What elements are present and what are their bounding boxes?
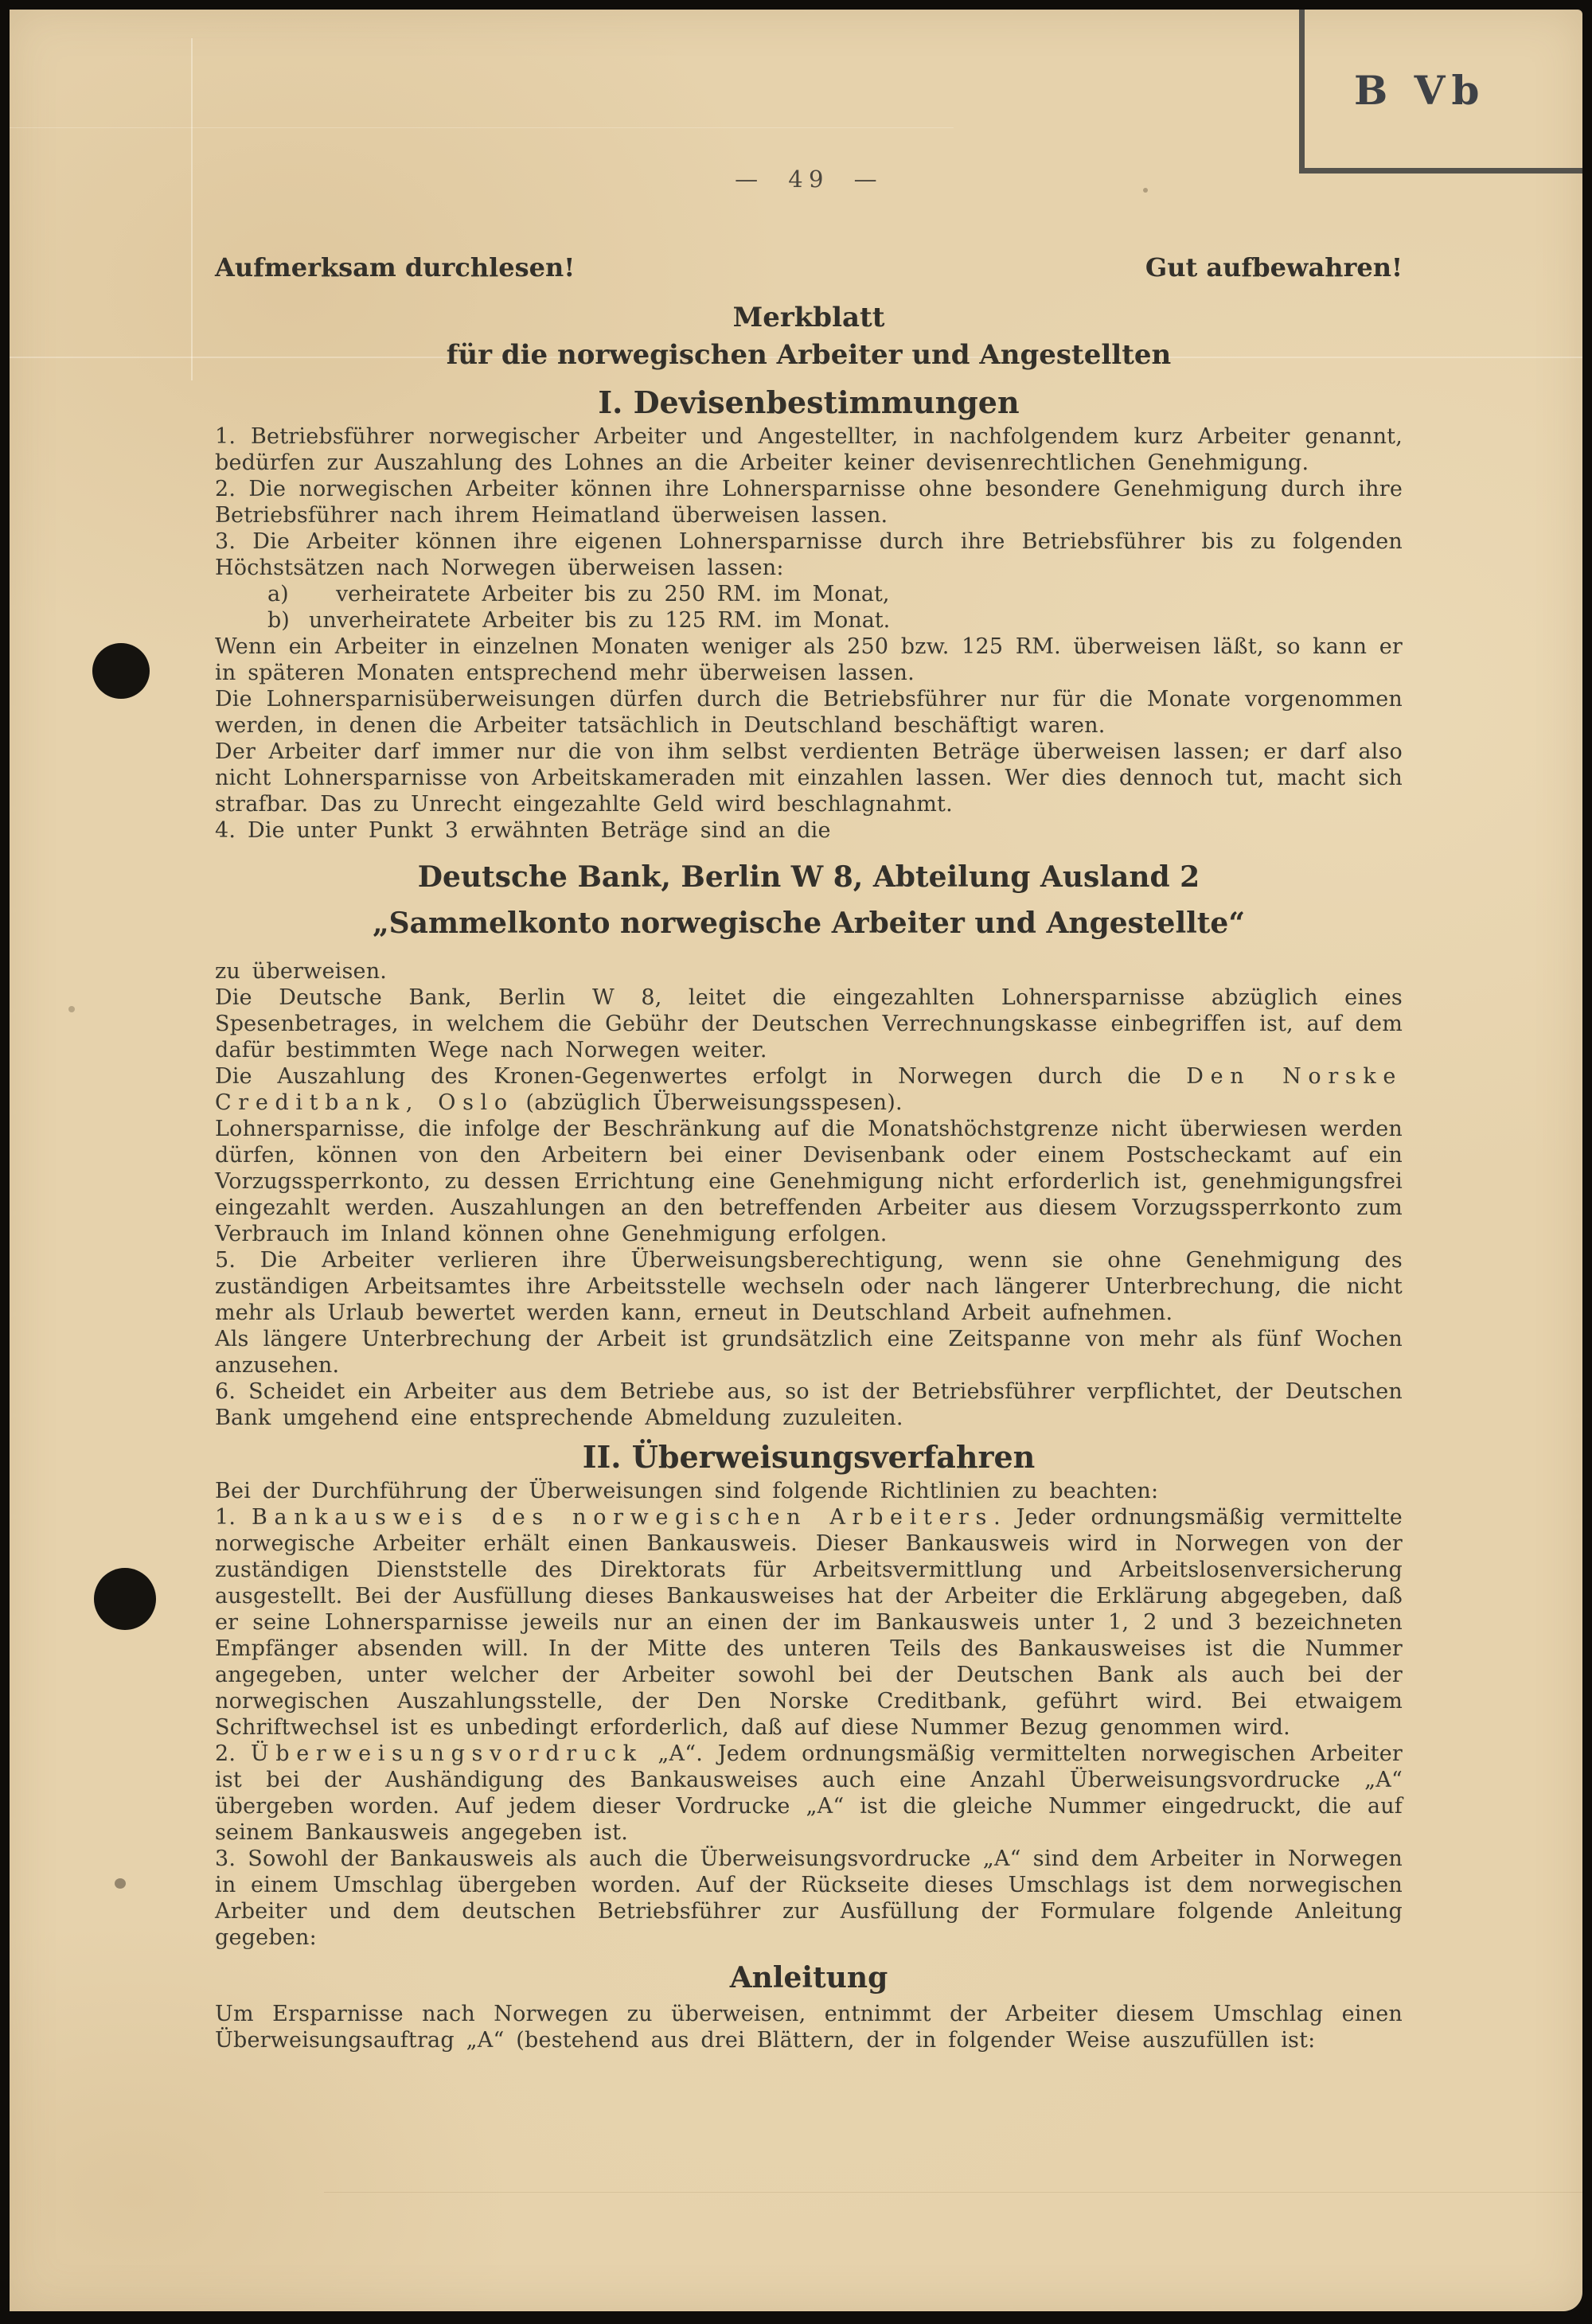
section1-heading: I. Devisenbestimmungen: [598, 384, 1020, 420]
notice-right: Gut aufbewahren!: [1145, 252, 1403, 283]
document-title: Merkblatt: [732, 302, 885, 333]
section1-para13: Als längere Unterbrechung der Arbeit ist grundsätzlich eine Zeitspanne von mehr als fünf Wochen anzusehen.: [215, 1327, 1403, 1378]
paper-speck: [1143, 188, 1148, 193]
document-subtitle: für die norwegischen Arbeiter und Angestellten: [446, 339, 1172, 371]
section1-para12: 5. Die Arbeiter verlieren ihre Überweisungsberechtigung, wenn sie ohne Genehmigung des zuständigen Arbeitsamtes ihre Arbeitsstelle wechseln oder nach längerer Unterbrechung, die nicht mehr als Urlaub bewertet werden kann, erneut in Deutschland Arbeit aufnehmen.: [215, 1248, 1403, 1325]
section1-para5: Die Lohnersparnisüberweisungen dürfen durch die Betriebsführer nur für die Monate vorgenommen werden, in denen die Arbeiter tatsächlich in Deutschland beschäftigt waren.: [215, 687, 1403, 738]
section1-para3: 3. Die Arbeiter können ihre eigenen Lohnersparnisse durch ihre Betriebsführer bis zu folgenden Höchstsätzen nach Norwegen überweisen lassen:: [215, 529, 1403, 580]
list-item-b-text: unverheiratete Arbeiter bis zu 125 RM. im Monat.: [309, 608, 891, 633]
instructions-para: Um Ersparnisse nach Norwegen zu überweisen, entnimmt der Arbeiter diesem Umschlag einen Überweisungsauftrag „A“ (bestehend aus drei Blättern, der in folgender Weise auszufüllen ist:: [215, 2002, 1403, 2053]
document-body: [215, 252, 1403, 2053]
instructions-heading: Anleitung: [729, 1961, 888, 1995]
item1-keyword-spaced: Bankausweis des norwegischen Arbeiters: [251, 1505, 994, 1530]
section2-heading: II. Überweisungsverfahren: [582, 1439, 1036, 1475]
section1-para11: Lohnersparnisse, die infolge der Beschränkung auf die Monatshöchstgrenze nicht überwiesen werden dürfen, können von den Arbeitern bei einer Devisenbank oder einem Postscheckamt auf ein Vorzugssperrkonto, zu dessen Errichtung eine Genehmigung nicht erforderlich ist, genehmigungsfrei eingezahlt werden. Auszahlungen an den betreffenden Arbeiter aus diesem Vorzugssperrkonto zum Verbrauch im Inland können ohne Genehmigung erfolgen.: [215, 1117, 1403, 1246]
section1-para6: Der Arbeiter darf immer nur die von ihm selbst verdienten Beträge überweisen lassen; er darf also nicht Lohnersparnisse von Arbeitskameraden mit einzahlen lassen. Wer dies dennoch tut, macht sich strafbar. Das zu Unrecht eingezahlte Geld wird beschlagnahmt.: [215, 739, 1403, 817]
punch-hole-top: [92, 643, 150, 699]
stamp-label: B Vb: [1354, 67, 1486, 114]
section1-para1: 1. Betriebsführer norwegischer Arbeiter und Angestellter, in nachfolgendem kurz Arbeiter genannt, bedürfen zur Auszahlung des Lohnes an die Arbeiter keiner devisenrechtlichen Genehmigung.: [215, 424, 1403, 475]
list-item-b: [267, 607, 1403, 634]
section1-para10: [215, 1063, 1403, 1116]
section2-item1: [215, 1504, 1403, 1741]
item2-text: „A“. Jedem ordnungsmäßig vermittelten norwegischen Arbeiter ist bei der Aushändigung des Bankausweises auch eine Anzahl Überweisungsvordrucke „A“ übergeben worden. Auf jedem dieser Vordrucke „A“ ist die gleiche Nummer eingedruckt, die auf seinem Bankausweis angegeben ist.: [215, 1741, 1403, 1845]
bank-account-line2: „Sammelkonto norwegische Arbeiter und Angestellte“: [372, 907, 1246, 940]
paper-crease-vertical: [191, 38, 193, 380]
notice-left: Aufmerksam durchlesen!: [215, 252, 576, 283]
section1-para8: zu überweisen.: [215, 959, 388, 984]
item2-number: 2.: [215, 1741, 236, 1766]
paper-speck: [68, 1006, 75, 1012]
bank-address-line1: Deutsche Bank, Berlin W 8, Abteilung Ausland 2: [417, 860, 1200, 894]
section2-intro: Bei der Durchführung der Überweisungen sind folgende Richtlinien zu beachten:: [215, 1479, 1159, 1503]
item1-number: 1.: [215, 1505, 236, 1530]
paper-crease-horizontal: [324, 2192, 1582, 2193]
para10-post: (abzüglich Überweisungsspesen).: [513, 1090, 903, 1115]
paper-speck: [115, 1878, 126, 1889]
para10-pre: Die Auszahlung des Kronen-Gegenwertes erfolgt in Norwegen durch die: [215, 1064, 1187, 1089]
section1-para14: 6. Scheidet ein Arbeiter aus dem Betriebe aus, so ist der Betriebsführer verpflichtet, der Deutschen Bank umgehend eine entsprechende Abmeldung zuzuleiten.: [215, 1379, 1403, 1430]
section1-para9: Die Deutsche Bank, Berlin W 8, leitet die eingezahlten Lohnersparnisse abzüglich eines Spesenbetrages, in welchem die Gebühr der Deutschen Verrechnungskasse einbegriffen ist, auf dem dafür bestimmten Wege nach Norwegen weiter.: [215, 985, 1403, 1063]
section1-para2: 2. Die norwegischen Arbeiter können ihre Lohnersparnisse ohne besondere Genehmigung durch ihre Betriebsführer nach ihrem Heimatland überweisen lassen.: [215, 477, 1403, 528]
list-item-a: [267, 581, 1403, 607]
paper-crease-horizontal: [10, 127, 954, 128]
section2-item2: [215, 1741, 1403, 1846]
punch-hole-bottom: [94, 1568, 156, 1630]
section1-para7: 4. Die unter Punkt 3 erwähnten Beträge sind an die: [215, 818, 831, 843]
classification-stamp-box: [1299, 10, 1582, 174]
item1-text: . Jeder ordnungsmäßig vermittelte norwegische Arbeiter erhält einen Bankausweis. Dieser Bankausweis wird in Norwegen von der zuständigen Dienststelle des Direktorats für Arbeitsvermittlung und Arbeitslosenversicherung ausgestellt. Bei der Ausfüllung dieses Bankausweises hat der Arbeiter die Erklärung abgegeben, daß er seine Lohnersparnisse jeweils nur an einen der im Bankausweis unter 1, 2 und 3 bezeichneten Empfänger absenden will. In der Mitte des unteren Teils des Bankausweises ist die Nummer angegeben, unter welcher der Arbeiter sowohl bei der Deutschen Bank als auch bei der norwegischen Auszahlungsstelle, der Den Norske Creditbank, geführt wird. Bei etwaigem Schriftwechsel ist es unbedingt erforderlich, daß auf diese Nummer Bezug genommen wird.: [215, 1505, 1403, 1740]
para10-bank-name-spaced: Den Norske Creditbank, Oslo: [215, 1064, 1403, 1115]
notice-row: [215, 252, 1403, 283]
section1-para4: Wenn ein Arbeiter in einzelnen Monaten weniger als 250 bzw. 125 RM. überweisen läßt, so kann er in späteren Monaten entsprechend mehr überweisen lassen.: [215, 634, 1403, 685]
list-item-a-label: a): [267, 582, 289, 606]
list-item-a-text: verheiratete Arbeiter bis zu 250 RM. im Monat,: [336, 582, 890, 606]
document-page: [10, 10, 1582, 2311]
item2-keyword-spaced: Überweisungsvordruck: [250, 1741, 643, 1766]
page-number: — 49 —: [735, 166, 883, 193]
section2-item3: 3. Sowohl der Bankausweis als auch die Überweisungsvordrucke „A“ sind dem Arbeiter in Norwegen in einem Umschlag übergeben worden. Auf der Rückseite dieses Umschlags ist dem norwegischen Arbeiter und dem deutschen Betriebsführer zur Ausfüllung der Formulare folgende Anleitung gegeben:: [215, 1846, 1403, 1950]
list-item-b-label: b): [267, 608, 290, 633]
